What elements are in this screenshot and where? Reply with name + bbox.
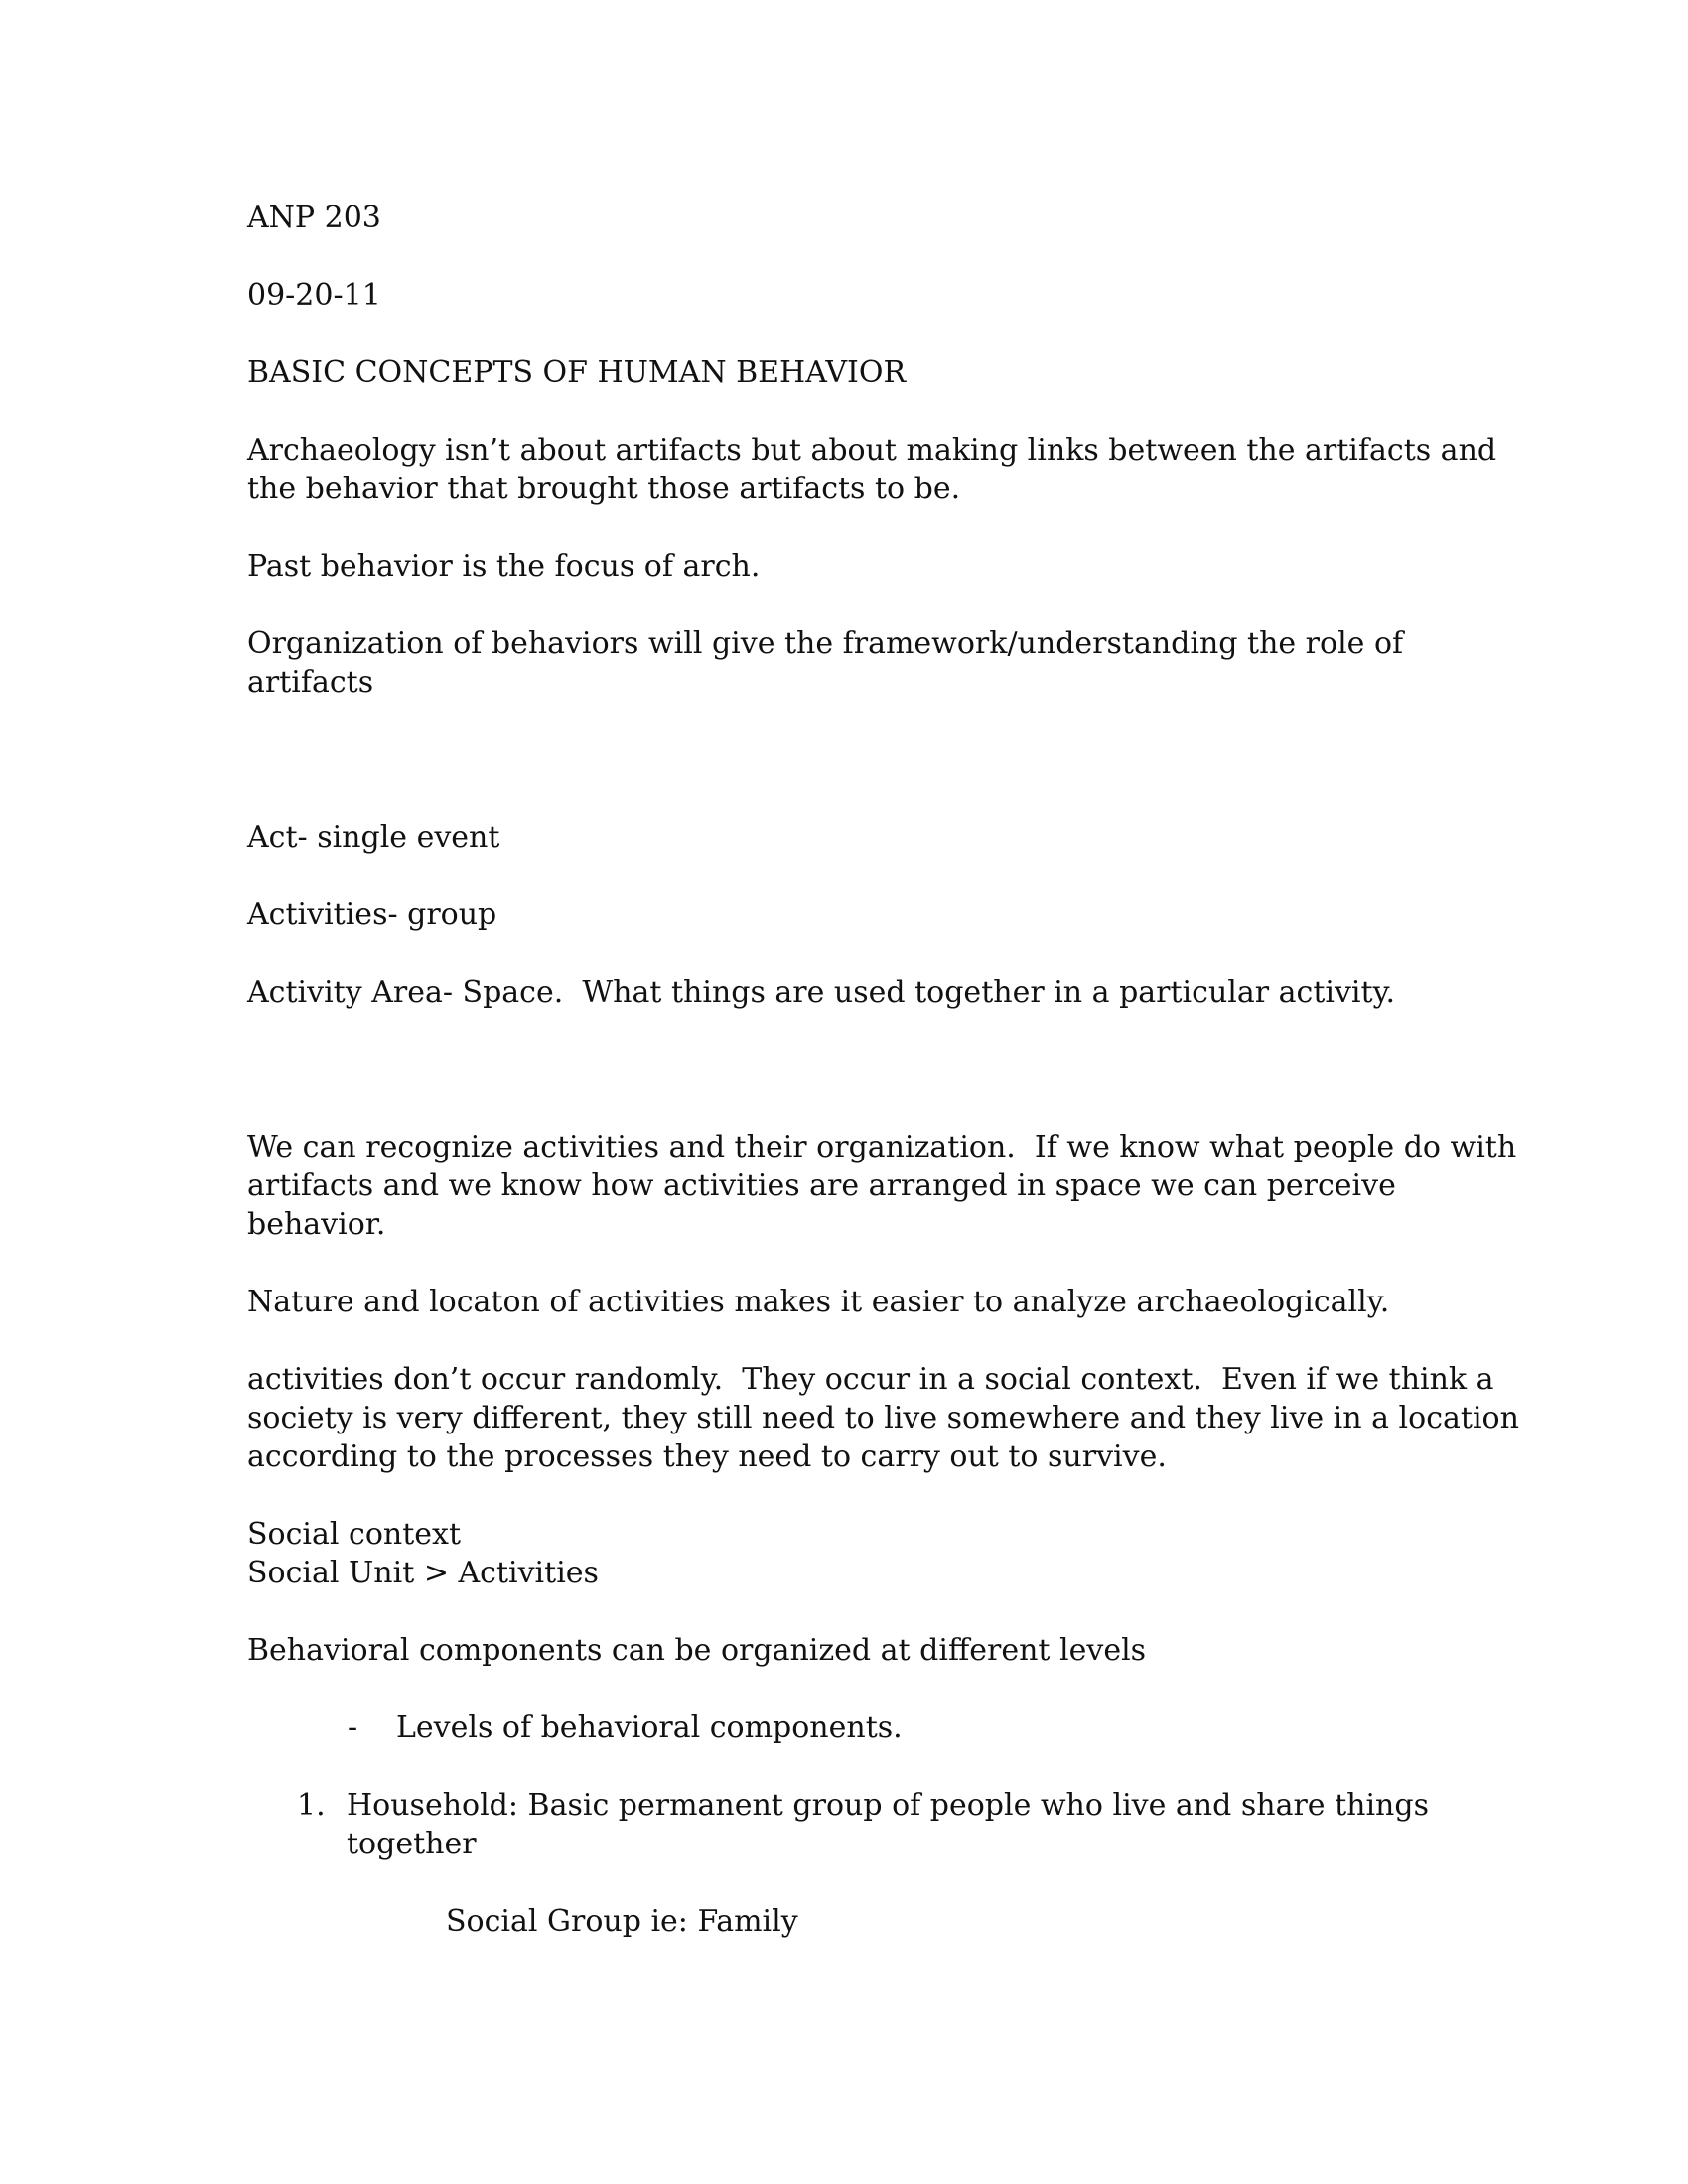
paragraph-line: the behavior that brought those artifacts to be. [247,472,961,506]
definition-activities: Activities- group [247,897,497,932]
paragraph-line: Behavioral components can be organized at different levels [247,1633,1147,1668]
social-unit-line: Social Unit > Activities [247,1556,599,1590]
paragraph-line: Archaeology isn’t about artifacts but about making links between the artifacts and [247,433,1497,468]
course-code: ANP 203 [247,201,381,235]
paragraph-line: artifacts [247,665,374,700]
list-number: 1. [297,1788,326,1823]
paragraph-line: artifacts and we know how activities are arranged in space we can perceive [247,1168,1396,1203]
paragraph-line: Past behavior is the focus of arch. [247,549,761,584]
lecture-title: BASIC CONCEPTS OF HUMAN BEHAVIOR [247,355,907,390]
bullet-text: Levels of behavioral components. [396,1710,903,1745]
paragraph-line: We can recognize activities and their organization. If we know what people do with [247,1130,1517,1164]
paragraph-line: Organization of behaviors will give the framework/understanding the role of [247,626,1404,661]
bullet-dash: - [348,1710,358,1745]
lecture-date: 09-20-11 [247,278,381,313]
paragraph-line: society is very different, they still need to live somewhere and they live in a location [247,1401,1519,1435]
social-group-line: Social Group ie: Family [446,1904,798,1939]
paragraph-line: behavior. [247,1207,386,1242]
list-item-line: Household: Basic permanent group of people who live and share things [347,1788,1429,1823]
paragraph-line: Nature and locaton of activities makes it easier to analyze archaeologically. [247,1285,1390,1319]
definition-act: Act- single event [247,820,500,855]
paragraph-line: activities don’t occur randomly. They occur in a social context. Even if we think a [247,1362,1494,1397]
definition-activity-area: Activity Area- Space. What things are used together in a particular activity. [247,975,1396,1010]
paragraph-line: according to the processes they need to carry out to survive. [247,1439,1167,1474]
social-context-line: Social context [247,1517,461,1552]
list-item-line: together [347,1827,477,1861]
